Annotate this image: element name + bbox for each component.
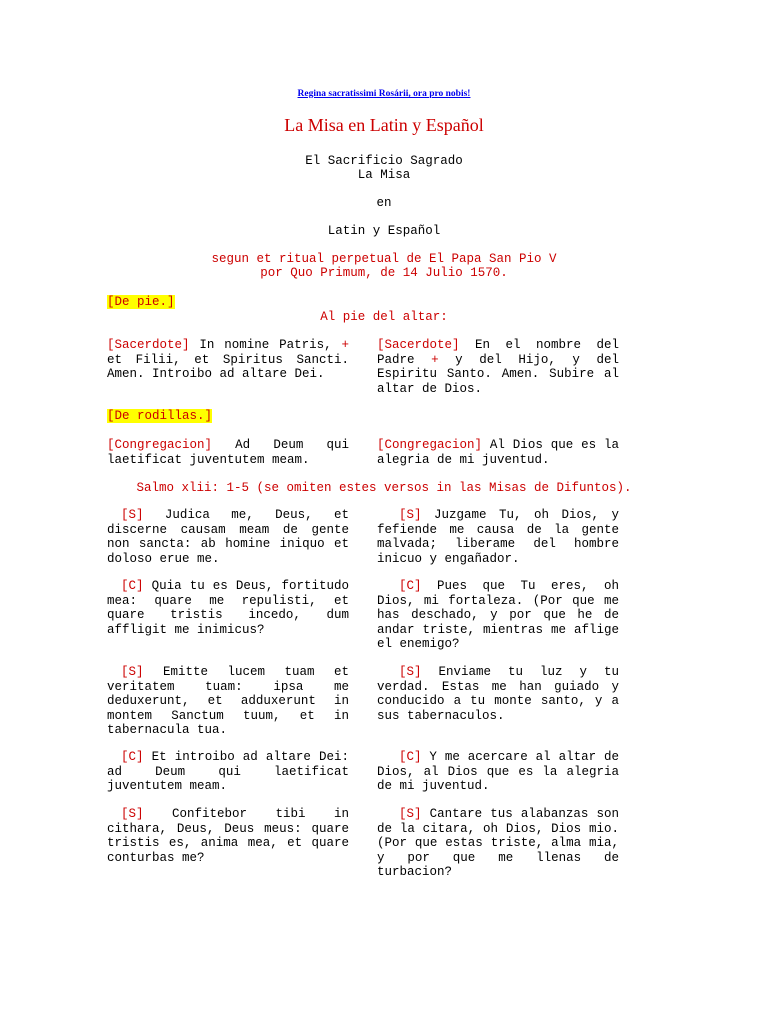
label-c: [C] xyxy=(399,750,422,764)
verse2-spanish xyxy=(377,438,619,467)
rubric-de-rodillas xyxy=(107,409,212,424)
verse5-latin-text: Emitte lucem tuam et veritatem tuam: ipsa me deduxerunt, et adduxerunt in montem Sanctum tuum, et in tabernacula tua. xyxy=(107,665,349,738)
label-c: [C] xyxy=(121,750,144,764)
rosary-link[interactable]: Regina sacratissimi Rosárii, ora pro nobis! xyxy=(297,89,471,99)
rubric-al-pie: Al pie del altar: xyxy=(320,310,448,324)
label-congregacion: [Congregacion] xyxy=(377,438,483,452)
label-sacerdote: [Sacerdote] xyxy=(107,338,190,352)
rubric-salmo: Salmo xlii: 1-5 (se omiten estes versos in las Misas de Difuntos). xyxy=(136,481,632,495)
rubric-de-pie-text: [De pie.] xyxy=(107,295,175,309)
label-s: [S] xyxy=(121,807,144,821)
verse2-spanish-text: Al Dios que es la alegria de mi juventud. xyxy=(377,438,619,467)
cross-icon: + xyxy=(341,338,349,352)
label-s: [S] xyxy=(399,807,422,821)
verse1-spanish xyxy=(377,338,619,396)
verse2-latin xyxy=(107,438,349,467)
label-s: [S] xyxy=(121,508,144,522)
label-s: [S] xyxy=(121,665,144,679)
verse1-spanish-post: y del Hijo, y del Espiritu Santo. Amen. Subire al altar de Dios. xyxy=(377,352,619,396)
verse3-spanish-text: Juzgame Tu, oh Dios, y fefiende me causa de la gente malvada; liberame del hombre inicuo y engañador. xyxy=(377,508,619,566)
page-title: La Misa en Latin y Español xyxy=(284,115,484,135)
verse7-spanish xyxy=(377,807,619,880)
verse1-latin-post: et Filii, et Spiritus Sancti. Amen. Introibo ad altare Dei. xyxy=(107,352,349,382)
subtitle-lang: Latin y Español xyxy=(327,224,441,238)
verse4-latin xyxy=(107,579,349,637)
verse7-spanish-text: Cantare tus alabanzas son de la citara, oh Dios, Dios mio. (Por que estas triste, alma mia, y por que me llenas de turbacion? xyxy=(377,807,619,880)
verse1-spanish-pre: En el nombre del Padre xyxy=(377,338,619,367)
verse4-spanish xyxy=(377,579,619,652)
ritual-line1: segun et ritual perpetual de El Papa San Pio V xyxy=(211,252,557,266)
label-c: [C] xyxy=(121,579,144,593)
verse3-latin xyxy=(107,508,349,566)
verse6-spanish-text: Y me acercare al altar de Dios, al Dios que es la alegria de mi juventud. xyxy=(377,750,619,794)
label-s: [S] xyxy=(399,508,422,522)
verse5-spanish xyxy=(377,665,619,723)
verse5-latin xyxy=(107,665,349,738)
label-sacerdote: [Sacerdote] xyxy=(377,338,460,352)
verse2-latin-text: Ad Deum qui laetificat juventutem meam. xyxy=(107,438,349,467)
cross-icon: + xyxy=(431,352,439,367)
verse3-spanish xyxy=(377,508,619,566)
verse6-spanish xyxy=(377,750,619,794)
subtitle-line1: El Sacrificio Sagrado xyxy=(305,154,463,168)
label-c: [C] xyxy=(399,579,422,593)
subtitle-en: en xyxy=(376,196,392,210)
verse6-latin xyxy=(107,750,349,794)
verse5-spanish-text: Enviame tu luz y tu verdad. Estas me han guiado y conducido a tu monte santo, y a sus tabernaculos. xyxy=(377,665,619,723)
verse7-latin-text: Confitebor tibi in cithara, Deus, Deus meus: quare tristis es, anima mea, et quare conturbas me? xyxy=(107,807,349,865)
rubric-de-rodillas-text: [De rodillas.] xyxy=(107,409,213,423)
verse4-spanish-text: Pues que Tu eres, oh Dios, mi fortaleza. (Por que me has deschado, y por que he de andar triste, mientras me aflige el enemigo? xyxy=(377,579,619,652)
rubric-de-pie xyxy=(107,295,175,310)
verse7-latin xyxy=(107,807,349,865)
label-s: [S] xyxy=(399,665,422,679)
verse4-latin-text: Quia tu es Deus, fortitudo mea: quare me repulisti, et quare tristis incedo, dum affligit me inimicus? xyxy=(107,579,349,637)
subtitle-line2: La Misa xyxy=(357,168,411,182)
verse1-latin xyxy=(107,338,349,382)
verse3-latin-text: Judica me, Deus, et discerne causam meam de gente non sancta: ab homine iniquo et doloso erue me. xyxy=(107,508,349,566)
verse1-latin-pre: In nomine Patris, xyxy=(189,338,342,352)
label-congregacion: [Congregacion] xyxy=(107,438,213,452)
ritual-line2: por Quo Primum, de 14 Julio 1570. xyxy=(260,266,508,280)
verse6-latin-text: Et introibo ad altare Dei: ad Deum qui laetificat juventutem meam. xyxy=(107,750,349,794)
